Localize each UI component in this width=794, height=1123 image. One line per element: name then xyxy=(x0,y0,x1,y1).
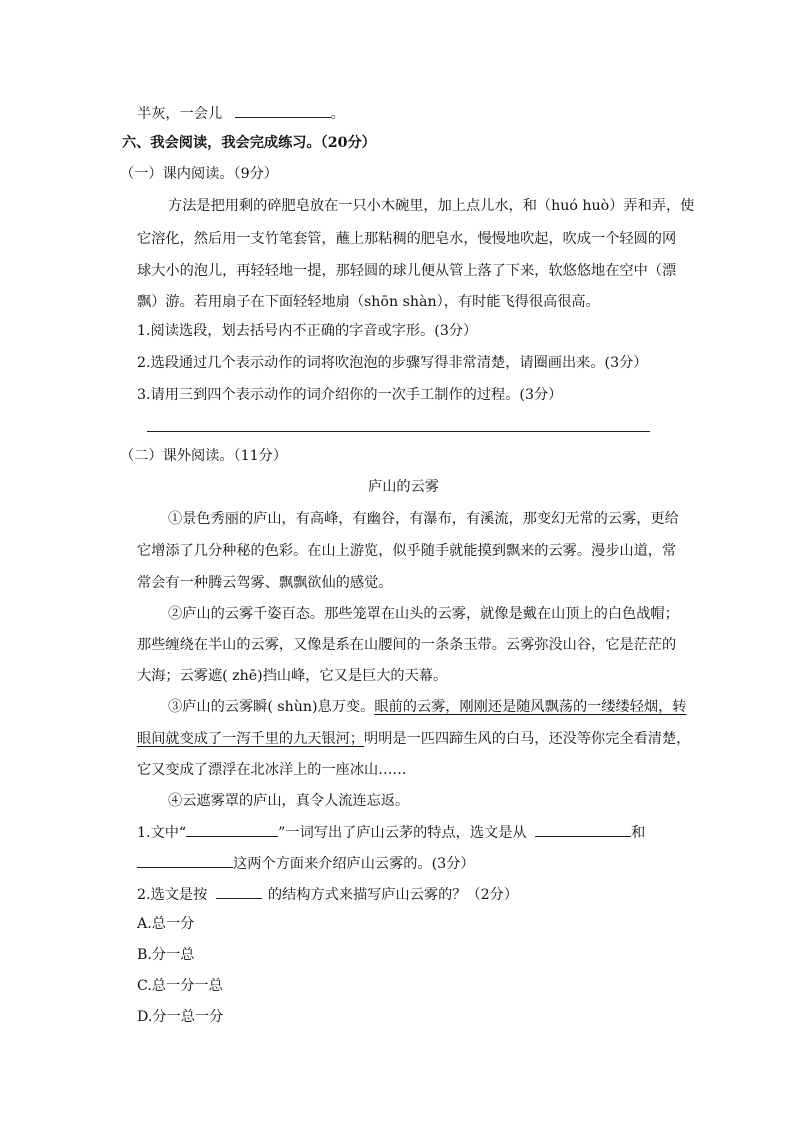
prev-tail-end: 。 xyxy=(330,106,345,122)
passage-line: 球大小的泡儿，再轻轻地一提，那轻圆的球儿便从管上落了下来，软悠悠地在空中（漂 xyxy=(137,263,677,279)
reading-question-1 xyxy=(137,822,645,843)
prev-tail-text: 半灰，一会儿 xyxy=(137,106,223,122)
passage-line: 飘）游。若用扇子在下面轻轻地扇（shōn shàn），有时能飞得很高很高。 xyxy=(137,294,600,310)
section-heading: 六、我会阅读，我会完成练习。（20分） xyxy=(122,135,376,151)
answer-blank[interactable] xyxy=(186,822,278,837)
paragraph-1-line: ①景色秀丽的庐山，有高峰，有幽谷，有瀑布，有溪流，那变幻无常的云雾，更给 xyxy=(168,511,679,527)
option-a[interactable]: A.总一分 xyxy=(137,916,195,932)
answer-blank[interactable] xyxy=(235,103,331,118)
q1-text: ”一词写出了庐山云茅的特点，选文是从 xyxy=(278,825,527,841)
question-2: 2.选段通过几个表示动作的词将吹泡泡的步骤写得非常清楚，请圈画出来。(3分） xyxy=(137,355,648,371)
paragraph-3-line xyxy=(137,729,690,749)
prev-question-tail xyxy=(137,103,345,124)
part1-title: （一）课内阅读。（9分） xyxy=(120,166,278,182)
reading-question-2 xyxy=(137,884,518,905)
q2-text: 2.选文是按 xyxy=(137,887,208,903)
answer-blank[interactable] xyxy=(216,884,262,899)
answer-blank[interactable] xyxy=(137,853,233,868)
passage-line: 它溶化，然后用一支竹笔套管，蘸上那粘稠的肥皂水，慢慢地吹起，吹成一个轻圆的网 xyxy=(137,231,677,247)
q1-text: 1.文中“ xyxy=(137,825,187,841)
q1-text: 和 xyxy=(631,825,646,841)
paragraph-3-text: 明明是一匹四蹄生风的白马，还没等你完全看清楚， xyxy=(364,731,691,747)
paragraph-3-text: ③庐山的云雾瞬( shùn)息万变。 xyxy=(168,699,375,715)
paragraph-3-line: 它又变成了漂浮在北冰洋上的一座冰山…… xyxy=(137,762,407,778)
option-c[interactable]: C.总一分一总 xyxy=(137,978,223,994)
paragraph-2-line: ②庐山的云雾千姿百态。那些笼罩在山头的云雾，就像是戴在山顶上的白色战帽； xyxy=(168,606,679,622)
paragraph-2-line: 大海；云雾遮( zhē)挡山峰，它又是巨大的天幕。 xyxy=(137,668,448,684)
answer-line[interactable] xyxy=(147,431,650,432)
question-3: 3.请用三到四个表示动作的词介绍你的一次手工制作的过程。(3分） xyxy=(137,387,563,403)
question-1: 1.阅读选段，划去括号内不正确的字音或字形。(3分） xyxy=(137,323,478,339)
paragraph-3-line xyxy=(168,697,686,717)
underlined-sentence: 眼前的云雾，刚刚还是随风飘荡的一缕缕轻烟，转 xyxy=(374,699,687,715)
option-b[interactable]: B.分一总 xyxy=(137,947,195,963)
q2-text: 的结构方式来描写庐山云雾的？（2分） xyxy=(267,887,519,903)
article-title: 庐山的云雾 xyxy=(368,479,439,495)
part2-title: （二）课外阅读。（11分） xyxy=(120,448,288,464)
passage-line: 方法是把用剩的碎肥皂放在一只小木碗里，加上点儿水，和（huó huò）弄和弄，使 xyxy=(168,198,695,214)
underlined-sentence: 眼间就变成了一泻千里的九天银河； xyxy=(137,731,365,747)
option-d[interactable]: D.分一总一分 xyxy=(137,1009,224,1025)
q1-text: 这两个方面来介绍庐山云雾的。(3分） xyxy=(233,856,475,872)
answer-blank[interactable] xyxy=(535,822,631,837)
paragraph-1-line: 常会有一种腾云驾雾、飘飘欲仙的感觉。 xyxy=(137,575,393,591)
paragraph-1-line: 它增添了几分种秘的色彩。在山上游览，似乎随手就能摸到飘来的云雾。漫步山道，常 xyxy=(137,543,677,559)
paragraph-4: ④云遮雾罩的庐山，真令人流连忘返。 xyxy=(168,793,410,809)
paragraph-2-line: 那些缠绕在半山的云雾，又像是系在山腰间的一条条玉带。云雾弥没山谷，它是茫茫的 xyxy=(137,637,677,653)
reading-question-1-cont xyxy=(137,853,475,874)
